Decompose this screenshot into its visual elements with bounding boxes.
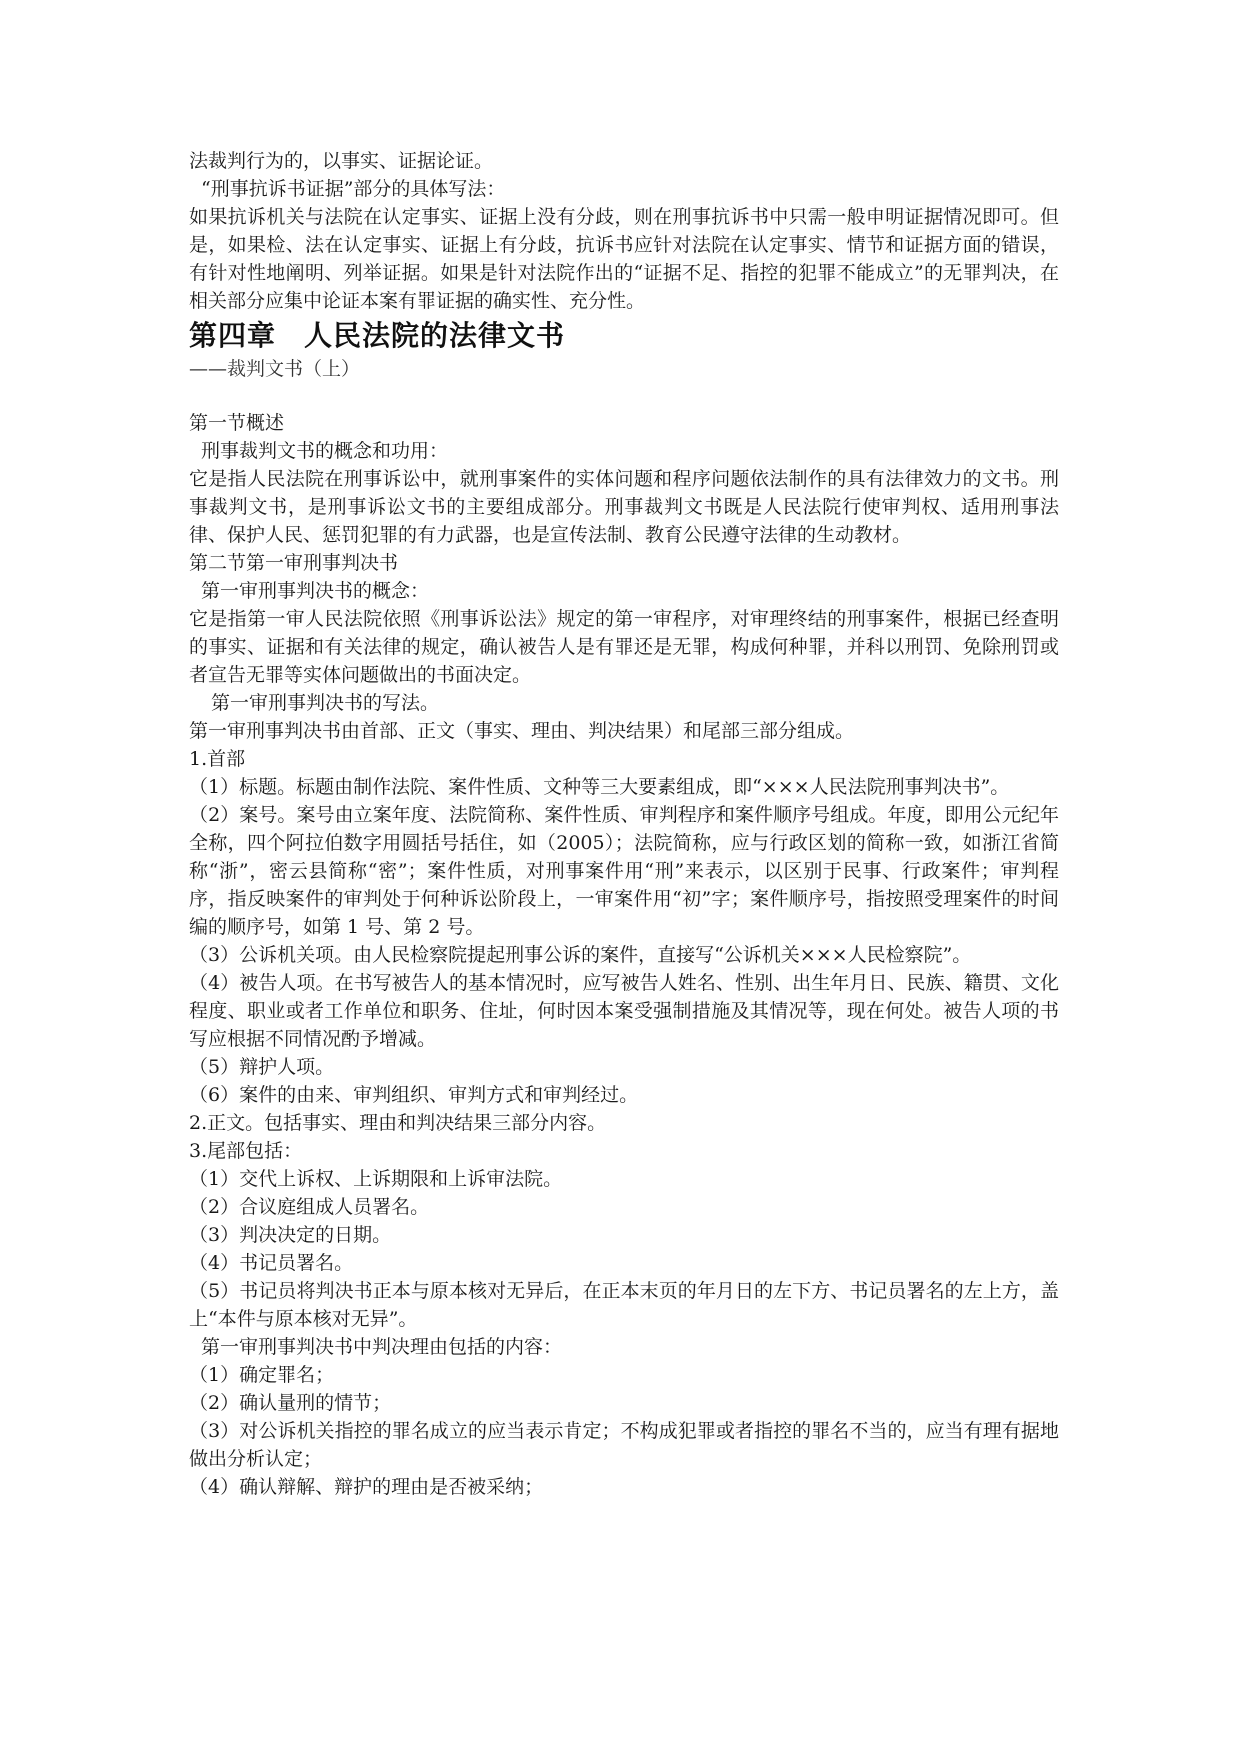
chapter-subtitle: ——裁判文书（上）: [189, 358, 361, 380]
list-item: （1）确定罪名；: [189, 1364, 335, 1386]
paragraph: 法裁判行为的，以事实、证据论证。: [189, 150, 494, 172]
section-lead: 第一审刑事判决书中判决理由包括的内容：: [201, 1336, 563, 1358]
list-item: （4）被告人项。在书写被告人的基本情况时，应写被告人姓名、性别、出生年月日、民族、籍贯、文化程度、职业或者工作单位和职务、住址，何时因本案受强制措施及其情况等，现在何处。被告人项的书写应根据不同情况酌予增减。: [189, 972, 1059, 1050]
list-heading: 1.首部: [189, 748, 246, 770]
paragraph: 如果抗诉机关与法院在认定事实、证据上没有分歧，则在刑事抗诉书中只需一般申明证据情况即可。但是，如果检、法在认定事实、证据上有分歧，抗诉书应针对法院在认定事实、情节和证据方面的错误，有针对性地阐明、列举证据。如果是针对法院作出的“证据不足、指控的犯罪不能成立”的无罪判决，在相关部分应集中论证本案有罪证据的确实性、充分性。: [189, 206, 1059, 312]
list-item: （2）案号。案号由立案年度、法院简称、案件性质、审判程序和案件顺序号组成。年度，即用公元纪年全称，四个阿拉伯数字用圆括号括住，如（2005）；法院简称，应与行政区划的简称一致，如浙江省简称“浙”，密云县简称“密”；案件性质，对刑事案件用“刑”来表示，以区别于民事、行政案件；审判程序，指反映案件的审判处于何种诉讼阶段上，一审案件用“初”字；案件顺序号，指按照受理案件的时间编的顺序号，如第 1 号、第 2 号。: [189, 804, 1059, 938]
list-item: （6）案件的由来、审判组织、审判方式和审判经过。: [189, 1084, 639, 1106]
paragraph: 它是指人民法院在刑事诉讼中，就刑事案件的实体问题和程序问题依法制作的具有法律效力的文书。刑事裁判文书，是刑事诉讼文书的主要组成部分。刑事裁判文书既是人民法院行使审判权、适用刑事法律、保护人民、惩罚犯罪的有力武器，也是宣传法制、教育公民遵守法律的生动教材。: [189, 468, 1059, 546]
list-item: （4）确认辩解、辩护的理由是否被采纳；: [189, 1476, 544, 1498]
list-item: （3）公诉机关项。由人民检察院提起刑事公诉的案件，直接写“公诉机关×××人民检察院”。: [189, 944, 972, 966]
section-lead: 第一审刑事判决书的概念：: [201, 580, 430, 602]
list-item: （5）书记员将判决书正本与原本核对无异后，在正本末页的年月日的左下方、书记员署名的左上方，盖上“本件与原本核对无异”。: [189, 1280, 1059, 1330]
list-item: （3）判决决定的日期。: [189, 1224, 392, 1246]
section-lead: 第一审刑事判决书的写法。: [211, 692, 440, 714]
list-item: （4）书记员署名。: [189, 1252, 354, 1274]
list-item: （2）合议庭组成人员署名。: [189, 1196, 430, 1218]
paragraph: 第一审刑事判决书由首部、正文（事实、理由、判决结果）和尾部三部分组成。: [189, 720, 855, 742]
paragraph: 它是指第一审人民法院依照《刑事诉讼法》规定的第一审程序，对审理终结的刑事案件，根据已经查明的事实、证据和有关法律的规定，确认被告人是有罪还是无罪，构成何种罪，并科以刑罚、免除刑罚或者宣告无罪等实体问题做出的书面决定。: [189, 608, 1059, 686]
list-item: （1）交代上诉权、上诉期限和上诉审法院。: [189, 1168, 563, 1190]
list-heading: 2.正文。包括事实、理由和判决结果三部分内容。: [189, 1112, 607, 1134]
list-item: （5）辩护人项。: [189, 1056, 335, 1078]
list-item: （3）对公诉机关指控的罪名成立的应当表示肯定；不构成犯罪或者指控的罪名不当的，应当有理有据地做出分析认定；: [189, 1420, 1059, 1470]
section-lead: 刑事裁判文书的概念和功用：: [201, 440, 449, 462]
list-item: （1）标题。标题由制作法院、案件性质、文种等三大要素组成，即“×××人民法院刑事判决书”。: [189, 776, 1010, 798]
section-heading: 第二节第一审刑事判决书: [189, 552, 399, 574]
list-heading: 3.尾部包括：: [189, 1140, 303, 1162]
chapter-title: 人民法院的法律文书: [304, 319, 566, 352]
section-heading: 第一节概述: [189, 412, 285, 434]
document-page: [189, 147, 1059, 1501]
section-lead: “刑事抗诉书证据”部分的具体写法：: [201, 178, 506, 200]
chapter-number: 第四章: [189, 319, 277, 352]
list-item: （2）确认量刑的情节；: [189, 1392, 392, 1414]
chapter-heading: [189, 317, 1059, 355]
